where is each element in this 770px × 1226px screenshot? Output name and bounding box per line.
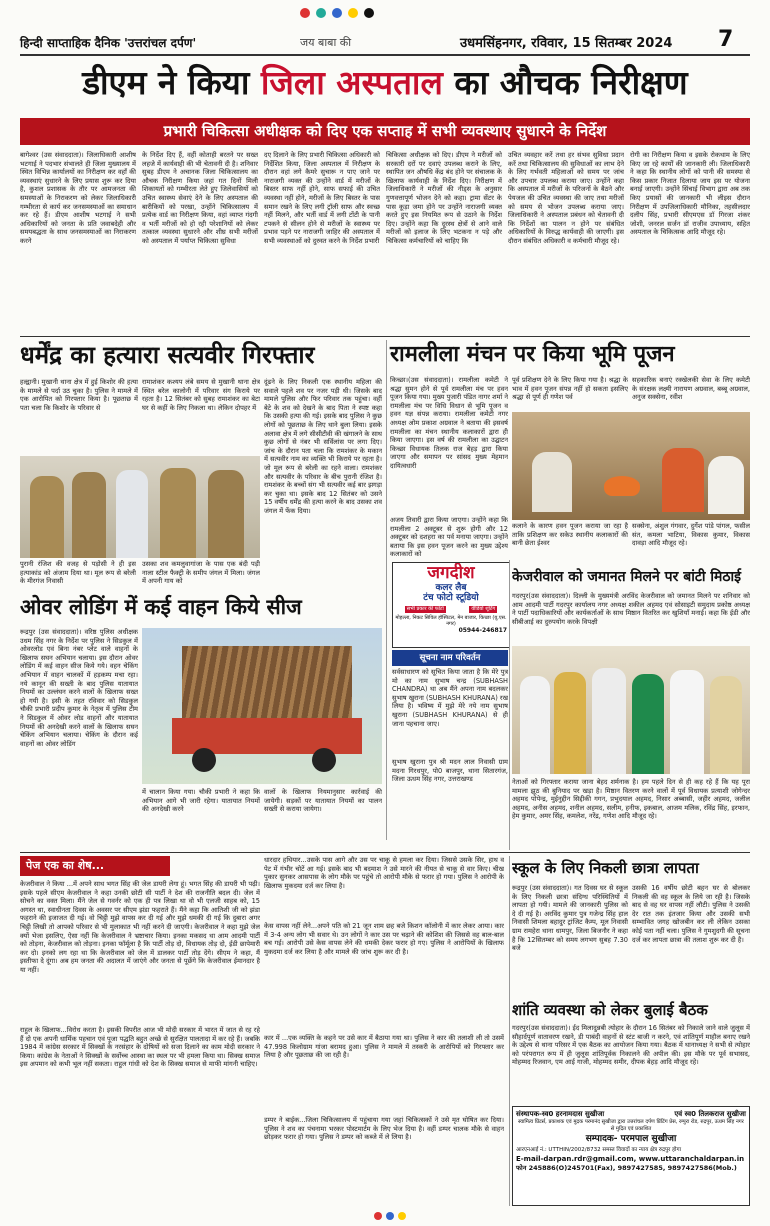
story3-column: किच्छा।(उस संवाददाता)। रामलीला कमेटी ने श्रद्धा सुमन होने से पूर्व रामलीला मंच पर हवन पूजन किया गया। मुख्य पुजारी पंडित नागर शर्मा ने रामलीला मंच पर विधि विधान से भूमि पूजन व हवन यज्ञ संपन्न कराया। रामलीला कमेटी नगर अध्यक्ष ओम प्रकाश अग्रवाल ने बताया की इसवर्ष रामलीला का मंचन स्थानीय कलाकारों द्वारा ही किया जाएगा। इस वर्ष की रामलीला का उद्घाटन किच्छा विधायक तिलक राज बेहड़ द्वारा किया जाएगा और समापन पर सांसद मुख्य मेहमान दायित्वधारी (390, 376, 508, 470)
registration-dot (316, 8, 326, 18)
story3-column: सहकारिक बनाएं रक्खेलकी सेवा के लिए कमेटी के संरक्षक लक्ष्मी नारायण अग्रवाल, बब्बू अग्रवाल, अनुज सक्सेना, रवीश (632, 376, 750, 402)
story6-headline: स्कूल के लिए निकली छात्रा लापता (512, 859, 699, 877)
notice-body: सर्वसाधारण को सूचित किया जाता है कि मेरे पुत्र मो का नाम सुभाष चन्द्र (SUBHASH CHANDRA) था अब मैंने अपना नाम बदलकर सुभाष खुराना (SUBHASH KHURANA) रख लिया है। भविष्य में मुझे मेरे नये नाम सुभाष खुराना (SUBHASH KHURANA) से ही जाना पहचाना जाए। (392, 668, 508, 728)
party-worker-figure (520, 676, 550, 774)
ad-box: सभी प्रकार की फोटो (406, 606, 444, 612)
notice-title: सूचना नाम परिवर्तन (419, 653, 481, 663)
ad-boxes (393, 606, 509, 613)
imprint-founder: संस्थापक-स्व0 हरनामदास सुखीजा (516, 1110, 605, 1118)
story5-caption: नेताओं को गिरफ्तार कराया जाना बेहद शर्मनाक है। हम पहले दिन से ही कह रहे हैं कि यह पूरा मामला झूठ की बुनियाद पर खड़ा है। मिष्ठान वितरण करने वालों में पूर्व विधायक प्रत्याशी जोगेन्दर अहमद पोपेन्द्र, मुईनुद्दीन सिद्दीकी गगन, प्रभुदयाल अहमद, निसार अब्बासी, जहीर अहमद, जलील अहमद, अनीस अहमद, शनील अहमद, सलीम, हनीफ, इकबाल, आजम मलिक, रविंद्र सिंह, इरफान, हेम कुमार, अमर सिंह, कमलेश, नरेंद्र, गणेश आदि मौजूद रहे। (512, 778, 750, 821)
story5-headline: केजरीवाल को जमानत मिलने पर बांटी मिठाई (512, 569, 742, 585)
story3-column: पूर्व प्रशिक्षण देने के लिए किया गया है। श्रद्धा के भाव में हवन पूजन संपन्न नहीं हो सकता इसलिए श्रद्धा से पूर्ण ही गणेश पर्व (512, 376, 628, 402)
imprint-line: स्वामित्व प्रिंटर्स, प्रकाशक एवं मुद्रक परमानंद सुखीजा द्वारा उत्तरांचल दर्पण प्रिंटिंग प्रेस, रम्पुरा रोड, रुद्रपुर, ऊधम सिंह नगर से मुद्रित एवं प्रकाशित (518, 1119, 744, 1132)
lead-column: दए दिलाने के लिए प्रभारी चिकित्सा अधिकारी को निर्देशित किया, जिला अस्पताल में निरीक्षण के दौरान वहां लगे कैमरे सुचारू न पाए जाने पर नाराजगी व्यक्त की उन्होंने वार्ड में मरीजों के बिस्तर साफ नहीं होने, साफ सफाई की उचित व्यवस्था नहीं होने, मरीजों के लिए बिस्तर के पास समान रखने के लिए लगी ट्रॉली साफ और स्वच्छ नहीं मिलने, और भर्ती वार्ड में लगी टोंटी के पानी टपकने से सीलन होने से मरीजों के स्वास्थ्य पर प्रभाव पड़ने पर नाराजगी जाहिर की अस्पताल में सभी व्यवस्थाओं को दुरुस्त करने के निर्देश प्रभारी (264, 151, 380, 245)
section-rule (20, 852, 750, 853)
ad-brand: जगदीश (427, 563, 475, 583)
story7-body: गदरपुर(उस संवाददाता)। ईद मिलादुन्नबी त्योहार के दौरान 16 सितंबर को निकाले जाने वाले जुलूस में सौहार्दपूर्ण वातावरण रखने, डी पाबंदी वाहनों से स्टंट बाजी न करने, एवं शांतिपूर्ण माहौल बनाए रखने के उद्देश्य से थाना परिसर में एक बैठक का आयोजन किया गया। बैठक में थानाध्यक्ष ने सभी से त्योहार को परंपरागत रूप में ही जुलूस शांतिपूर्वक निकालने की अपील की। इस मौके पर पूर्व सभासद, मोहम्मद रिजवान, एम आई गाजी, मोहम्मद समीर, दीपक बेहड़ आदि मौजूद रहे। (512, 1024, 750, 1067)
column-divider (509, 560, 510, 850)
page-one-para: धारदार हथियार...उसके पास आगे और उस पर चाकू से हमला कर दिया। जिससे उसके सिर, हाथ व पेट में गंभीर चोटें आ गई। इसके बाद भी बदमाश ने उसे मारने की नीयत से चाकू से वार किए। चीख पुकार सुनकर आसपास के लोग मौके पर पहुंचे तो आरोपी मौके से फरार हो गया। पुलिस ने आरोपी के खिलाफ मुकदमा दर्ज कर लिया है। (264, 856, 504, 890)
story3-caption: सक्सेना, अंशुल गंगवार, दुर्गेश पांडे पांगल, फसील संत, कमला भाटिया, विकास कुमार, विकास दावड़ा आदि मौजूद रहे। (632, 522, 750, 548)
ad-phone: 05944-246817 (458, 627, 507, 634)
ad-address: मोहल्ला, निकट सिविल हॉस्पिटल, मेन बाजार, किच्छा (यू.एस. नगर) (395, 615, 507, 627)
story2-column: रामाशंकर कश्यप लंबे समय से मुखानी थाना क्षेत्र स्थित बरेल कालोनी में परिवार संग किराये पर रहता है। 12 सितंबर को सुबह रामाशंकर का बेटा घर से कहीं के लिए निकला था। लेकिन दोपहर में (142, 378, 260, 412)
party-worker-figure (670, 670, 704, 774)
page-one-para: डम्पर ने बाईक...जिला चिकित्सालय में पहुंचाया गया जहां चिकित्सकों ने उसे मृत घोषित कर दिया। पुलिस ने शव का पंचनामा भरकर पोस्टमार्टम के लिए भेज दिया है। वहीं डम्पर चालक मौके से वाहन छोड़कर फरार हो गया। पुलिस ने डम्पर को कब्जे में ले लिया है। (264, 1116, 504, 1142)
masthead-rule (20, 54, 750, 56)
imprint-box (512, 1106, 750, 1206)
lead-subhead-banner (20, 118, 750, 145)
story2-headline: धर्मेंद्र का हत्यारा सत्यवीर गिरफ्तार (20, 341, 315, 369)
registration-dot (348, 8, 358, 18)
registration-dot (332, 8, 342, 18)
page-one-tag: पेज एक का शेष... (26, 859, 105, 872)
party-worker-figure (554, 672, 586, 774)
story4-column: रूद्रपुर (उस संवाददाता)। वरिष्ठ पुलिस अधीक्षक उधम सिंह नगर के निर्देश पर पुलिस ने सिडकुल में ओवरलोड एवं बिना नंबर प्लेट वाले वाहनों के खिलाफ सघन अभियान चलाया। इस दौरान ओवर लोडिंग में कई वाहन सीज किये गये। वहन चेकिंग अभियान में वाहन चालकों में हड़कम्प मचा रहा। नये कानून की सख्ती के बाद पुलिस यातायात नियमों का उल्लंघन करने वालों के खिलाफ सख्त हो गयी है। इसी के तहत रविवार को सिडकुल चौकी प्रभारी प्रदीप कुमार के नेतृत्व में पुलिस टीम ने सिडकुल में ओवर लोड वाहनों और यातायात नियमों की अनदेखी करने वालों के खिलाफ सघन चेकिंग अभियान चलाया। चेकिंग के दौरान कई वाहनों का ओवर लोडिंग (20, 628, 138, 748)
party-worker-figure (632, 674, 664, 774)
column-divider (386, 340, 387, 840)
registration-dot (300, 8, 310, 18)
story4-column: वालों के खिलाफ नियमानुसार कार्रवाई की जायेगी। सड़कों पर यातायात नियमों का पालन सख्ती से कराया जायेगा। (264, 788, 382, 814)
story5-photo (512, 646, 750, 774)
registration-dot (386, 1212, 394, 1220)
imprint-founders (516, 1109, 746, 1119)
timber-load (182, 646, 352, 724)
registration-dot (398, 1212, 406, 1220)
story3-photo (512, 412, 750, 520)
truck-wheel (312, 748, 336, 772)
lead-headline-part: डीएम ने किया (82, 63, 261, 102)
imprint-phone: फोन 245886(O)245701(Fax), 9897427585, 9897427586(Mob.) (516, 1164, 737, 1172)
imprint-editor: सम्पादक- परमपाल सुखीजा (585, 1134, 677, 1144)
party-worker-figure (710, 676, 742, 774)
devotee-figure (532, 452, 572, 512)
registration-dot (364, 8, 374, 18)
lead-column: चिकित्सा अधीक्षक को दिए। डीएम ने मरीजों को सरकारी दरों पर दवाएं उपलब्ध कराने के लिए, स्थापित जन औषधि केंद्र बंद होने पर संचालक के खिलाफ कार्यवाही के निर्देश दिए। निरीक्षण में जिलाधिकारी ने मरीजों की नीड्स के अनुसार गुणवत्तापूर्ण भोजन देने को कहा। ट्रामा सेंटर के पास कूड़ा जमा होने पर उन्होंने नाराजगी व्यक्त करते हुए इस नियमित रूप से उठाने के निर्देश दिए। उन्होंने कहा कि दूरस्थ क्षेत्रों से आने वाले मरीजों को इलाज के लिए भटकना न पड़े और चिकित्सा कर्मचारियों को चाहिए कि (386, 151, 502, 245)
lead-headline (20, 62, 750, 104)
story2-caption: पुरानी रंजिश की वजह से पड़ोसी ने ही इस हत्याकांड को अंजाम दिया था। मूल रूप से बरेली के मीरगंज निवासी (20, 560, 136, 586)
imprint-email: E-mail-darpan.rdr@gmail.com, www.uttaranchaldarpan.in (516, 1155, 745, 1163)
story2-photo (20, 456, 260, 558)
story3-headline: रामलीला मंचन पर किया भूमि पूजन (390, 342, 675, 367)
ad-box: वीडियो शूटिंग (471, 606, 496, 612)
lead-headline-part: का औचक निरीक्षण (442, 63, 688, 102)
imprint-founder: एवं स्व0 तिलकराज सुखीजा (674, 1110, 746, 1118)
story7-headline: शांति व्यवस्था को लेकर बुलाई बैठक (512, 1001, 708, 1019)
lead-column: बागेश्वर (उस संवाददाता)। जिलाधिकारी आशीष भटगाई ने पदभार संभालते ही जिला मुख्यालय में स्थित विभिन्न कार्यालयों का निरीक्षण कर वहाँ की व्यवस्थाएं सुधारने के लिए प्रयास शुरू कर दिया है, कुशल प्रशासक के तौर पर आमजनता की समस्याओं के निराकरण को लेकर जिलाधिकारी गम्भीरता से कार्य कर जनसमस्याओं का समाधान कर रहे हैं। डीएम आशीष भटगाई ने सभी अधिकारियों को जनता के प्रति जवाबदेही और समयबद्धता के साथ जनसमस्याओं का निराकरण करने (20, 151, 136, 245)
story4-column: में चालान किया गया। चौकी प्रभारी ने कहा कि अभियान आगे भी जारी रहेगा। यातायात नियमों की अनदेखी करने (142, 788, 260, 814)
devotee-figure (662, 448, 704, 512)
lead-headline-highlight: जिला अस्पताल (260, 63, 443, 102)
story2-caption: उसका शव कमलुवागांजा के पास एक बंदी पड़ी नाला स्टील फैक्ट्री के समीप जंगल में मिला। जंगल में अपनी गाय को (142, 560, 260, 586)
story2-column: दूंढने के लिए निकली एक स्थानीय महिला की सवाले पहले शव पर नजर पड़ी थी। जिसके बाद मामले पुलिस और फिर परिवार तक पहुंचा। वहीं बेटे के शव को देखने के बाद पिता ने स्पष्ट कहा कि उसकी हत्या की गई। इसके बाद पुलिस ने कुछ लोगों को पूछताछ के लिए थाने बुला लिया। इसके अलावा क्षेत्र में लगे सीसीटीवी की खंगालने के साथ कुछ लोगों से नंबर भी सर्विलांस पर लगा दिए। जांच के दौरान पता चला कि रामशंकर के मकान में सत्यवीर नाम का व्यक्ति भी किराये पर रहता है। जो मूल रूप से बरेली का रहने वाला। रामशंकर और सत्यवीर के परिवार के बीच पुरानी रंजिश है। रामशंकर के बच्चों संग भी सत्यवीर कई बार झगड़ा कर चुका था। इसके बाद 12 सितंबर को उसने 15 वर्षीय धर्मेंद्र की हत्या करने के बाद उसका शव जंगल में फेंक दिया। (264, 378, 382, 515)
story6-column: रूद्रपुर (उस संवाददाता)। गत दिवस घर से स्कूल के लिए निकली छात्रा संदिग्ध परिस्थितियों में लापता हो गयी। मामले की जानकारी पुलिस को दे दी गई है। अरविंद कुमार पुत्र गजेन्द्र सिंह हाल निवासी शिमला बहादुर ट्रांजिट कैम्प, मूल निवासी ग्राम रामहेरा थाना धामपुर, जिला बिजनौर ने कहा है कि 12सितम्बर को समय लगभग सुबह 7.30 बजे (512, 884, 628, 953)
havan-fire (604, 476, 640, 496)
lead-column: के निर्देश दिए हैं, वहीं कोताही बरतने पर सख्त लहजे में कार्यवाही की भी चेतावनी दी है। शनिवार सुबह डीएम ने अचानक जिला चिकित्सालय का औचक निरीक्षण किया जहां गत दिनों मिली शिकायतों को गम्भीरता लेते हुए जिलेवासियों को उचित स्वास्थ्य सेवाएं देने के लिए अस्पताल की बारीकियों को परखा, उन्होंने चिकित्सालय में प्रत्येक वार्ड का निरीक्षण किया, वहां व्याप्त गंदगी व भर्ती मरीजों को हो रही परेशानियों को लेकर तत्काल व्यवस्था सुधारने और शीघ्र सभी मरीजों को अस्पताल में पर्याप्त चिकित्सा सुविधा (142, 151, 258, 245)
masthead-right: उधमसिंहनगर, रविवार, 15 सितम्बर 2024 (460, 36, 673, 51)
page-one-para: केजरीवाल ने किया ...में अपने साथ भगत सिंह की जेल डायरी लेगा हूं। भगत सिंह की डायरी भी पढ़ी। इसके पहले सीएम केजरीवाल ने कहा उनकी छोटी सी पार्टी ने देश की राजनीति बदल दी। जेल में सोचने का वक्त मिला। मैंने जेल से गवर्नर को एक ही पत्र लिखा था वो भी एलजी साहब को, 15 अगस्त था, स्वाधीनता दिवस के अवसर पर सीएम झंडा फहराते हैं। मैंने कहा कि आतिशी जी को झंडा फहराने की इजाजत दी गई। वो चिट्ठी मुझे वापस कर दी गई और मुझे धमकी दी गई कि दुबारा अगर चिट्ठी लिखी तो आपको परिवार से भी मुलाकात भी नहीं करने दी जाएगी। केजरीवाल ने कहा मुझे जेल क्यों भेजा इसलिए, ऐसा नहीं कि केजरीवाल ने भ्रष्टाचार किया। इनका मकसद था आम आदमी पार्टी को तोड़ना, केजरीवाल को तोड़ना। इनका फॉर्मूला है कि पार्टी तोड़ दो, विधायक तोड़ दो, ईडी छापेमारी कर दो। इनको लग रहा था कि केजरीवाल को जेल में डालकर पार्टी तोड़ देंगे। सीएम ने कहा, मैं इस्तीफा दे दूंगा। अब हम जनता की अदालत में जाएंगे और जनता से पूछेंगे कि केजरीवाल ईमानदार है या नहीं। (20, 880, 260, 974)
page-number: 7 (718, 27, 734, 52)
police-officer-figure (72, 472, 106, 558)
notice-signature: सुभाष खुराना पुत्र श्री मदन लाल निवासी ग्राम मदना गिरधपुर, पो0 बाजपुर, थाना सितारगंज, जिला ऊधम सिंह नगर, उत्तराखण्ड (392, 758, 508, 784)
police-officer-figure (160, 468, 196, 558)
story5-body: गदरपुर(उस संवाददाता)। दिल्ली के मुख्यमंत्री अरविंद केजरीवाल को जमानत मिलने पर शनिवार को आम आदमी पार्टी गदरपुर कार्यालय नगर अध्यक्ष शकील अहमद एवं सोसाइटी समुदाय प्रकोष्ठ अध्यक्ष ने पार्टी पदाधिकारियों और कार्यकर्ताओं के साथ मिष्ठान वितरित कर खुशियाँ मनाई। कहा कि ईडी और सीबीआई का दुरुपयोग करके विपक्षी (512, 592, 750, 626)
page-one-tag-bar (20, 856, 170, 876)
imprint-line: आरएनआई नं.: UTTHIN/2002/8732 समस्त विवादों का न्याय क्षेत्र रुद्रपुर होगा (516, 1147, 681, 1153)
story4-truck-photo (142, 628, 382, 784)
registration-dot (374, 1212, 382, 1220)
lead-column: रोगी का निरीक्षण किया व इसके रोकथाम के लिए किए जा रहे कार्यों की जानकारी ली। जिलाधिकारी ने कहा कि स्थानीय लोगों को पानी की समस्या से किस प्रकार निजात दिलाया जाय इस पर योजना बनाई जाएगी। उन्होंने सिंचाई विभाग द्वारा अब तक किए प्रयासों की जानकारी भी लीइस दौरान निरीक्षण में उपजिलाधिकारी मौनिका, तहसीलदार दलीप सिंह, प्रभारी सीएमएस डॉ गिरजा शंकर जोशी, जनरल सर्जन डॉ राजीव उपाध्याय, सहित अस्पताल के चिकित्सक आदि मौजूद रहे। (630, 151, 750, 237)
column-divider (509, 856, 510, 1206)
lead-subhead: प्रभारी चिकित्सा अधीक्षक को दिए एक सप्ताह में सभी व्यवस्थाए सुधारने के निर्देश (163, 122, 607, 140)
masthead-left: हिन्दी साप्ताहिक दैनिक 'उत्तरांचल दर्पण' (20, 36, 197, 50)
section-rule (20, 336, 750, 337)
masthead-center: जय बाबा की (300, 36, 352, 49)
page-one-para: राहुल के खिलाफ...विरोध करता है। इसकी विपरीत आज भी मोदी सरकार में भारत में जात से रह रहे हैं दो एक अपनी धार्मिक पहचान एवं पूजा पद्धति बहुत अच्छे से सुरक्षित पालतादा में कर रहे हैं। जबकि 1984 में कांग्रेस सरकार में सिक्खों के नरसंहार के दोषियों को सजा दिलाने का काम मोदी सरकार ने किया। कांग्रेस के नेताओं ने सिक्खों के सर्वोच्च आस्था का स्थल पर भी हमला किया था। सिक्ख समाज इस अपमान को कभी भूल नहीं सकता। राहुल गांधी को देश के सिक्ख समाज से माफी मांगनी चाहिए। (20, 1026, 260, 1069)
party-worker-figure (592, 668, 626, 774)
ad-line: टंच फोटो स्टूडियो (423, 593, 479, 603)
story3-caption: कलाने के कारण हवन पूजन कराया जा रहा है ताकि प्रशिक्षण कर सकेउ स्थानीय कलाकारों की बानी छेता ईश्वर (512, 522, 628, 548)
police-officer-figure (208, 470, 244, 558)
story2-intro: हल्द्वानी। मुखानी थाना क्षेत्र में हुई किशोर की हत्या के मामले से पर्दा उठ चुका है। पुलिस ने मामले में एक आरोपित को गिरफ्तार किया है। पूछताछ में पता चला कि किशोर के परिवार से (20, 378, 138, 412)
page-one-para: कार में ...एक व्यक्ति के कहने पर उसे कार में बैठाया गया था। पुलिस ने कार की तलाशी ली तो उसमें 47.998 किलोग्राम गांजा बरामद हुआ। पुलिस ने मामले में तस्करी के आरोपियों को गिरफ्तार कर लिया है और पूछताछ की जा रही है। (264, 1034, 504, 1060)
story4-headline: ओवर लोडिंग में कई वाहन किये सीज (20, 595, 302, 619)
truck-wheel (192, 748, 216, 772)
accused-figure (116, 470, 148, 558)
studio-advertisement (392, 562, 510, 648)
story3-column: अजय तिवारी द्वारा किया जाएगा। उन्होंने कहा कि रामलीला 2 अक्टूबर से शुरू होगी और 12 अक्टूबर को दशहरा का पर्व मनाया जाएगा। उन्होंने बताया कि इस हवन पूजन करने का मुख्य उद्देश्य कलाकारों को (390, 516, 508, 559)
devotee-figure (708, 456, 744, 514)
ad-line: कलर लैब (435, 583, 467, 593)
lead-column: उचित व्यवहार करें तथा हर संभव सुविधा प्रदान करें तथा चिकित्सालय की सुविधाओं का लाभ देने के लिए गर्भवती महिलाओं को समय पर जांच और उपचार उपलब्ध कराया जाए। उन्होंने कहा कि अस्पताल में मरीजों के परिजनों के बैठने और पेयजल की उचित व्यवस्था की जाए तथा मरीजों को समय से भोजन उपलब्ध कराया जाए। जिलाधिकारी ने अस्पताल प्रबंधन को चेतावनी दी कि निर्देशों का पालन न होने पर संबंधित अधिकारियों के विरुद्ध कार्यवाही की जाएगी। इस दौरान संबंधित अधिकारी व कर्मचारी मौजूद रहे। (508, 151, 624, 245)
police-officer-figure (30, 476, 64, 558)
story6-column: उसकी 16 वर्षीय छोटी बहन घर से बोलकर निकली की वह स्कूल के लिये जा रही है। जिसके बाद से वह घर वापस नहीं लौटी। पुलिस ने उसकी देर रात तक इंतजार किया और उसकी सभी सम्भावित जगह खोजबीन कर ली लेकिन उसका कोई पता नहीं चला। पुलिस ने गुमशुदगी की सूचना दर्ज कर लापता छात्रा की तलाश शुरू कर दी है। (632, 884, 750, 944)
notice-title-bar (392, 650, 508, 666)
page-one-para: केस वापस नहीं लेने...अपने पति को 21 जून शाम छह बजे किशन कॉलोनी में कार लेकर आया। कार में 3-4 अन्य लोग भी सवार थे। उन लोगों ने कार उस पर चढ़ाने की कोशिश की जिससे वह बाल-बाल बच गई। आरोपी उसे केस वापस लेने की धमकी देकर फरार हो गए। पुलिस ने आरोपियों के खिलाफ मुकदमा दर्ज कर लिया है और मामले की जांच शुरू कर दी है। (264, 922, 504, 956)
